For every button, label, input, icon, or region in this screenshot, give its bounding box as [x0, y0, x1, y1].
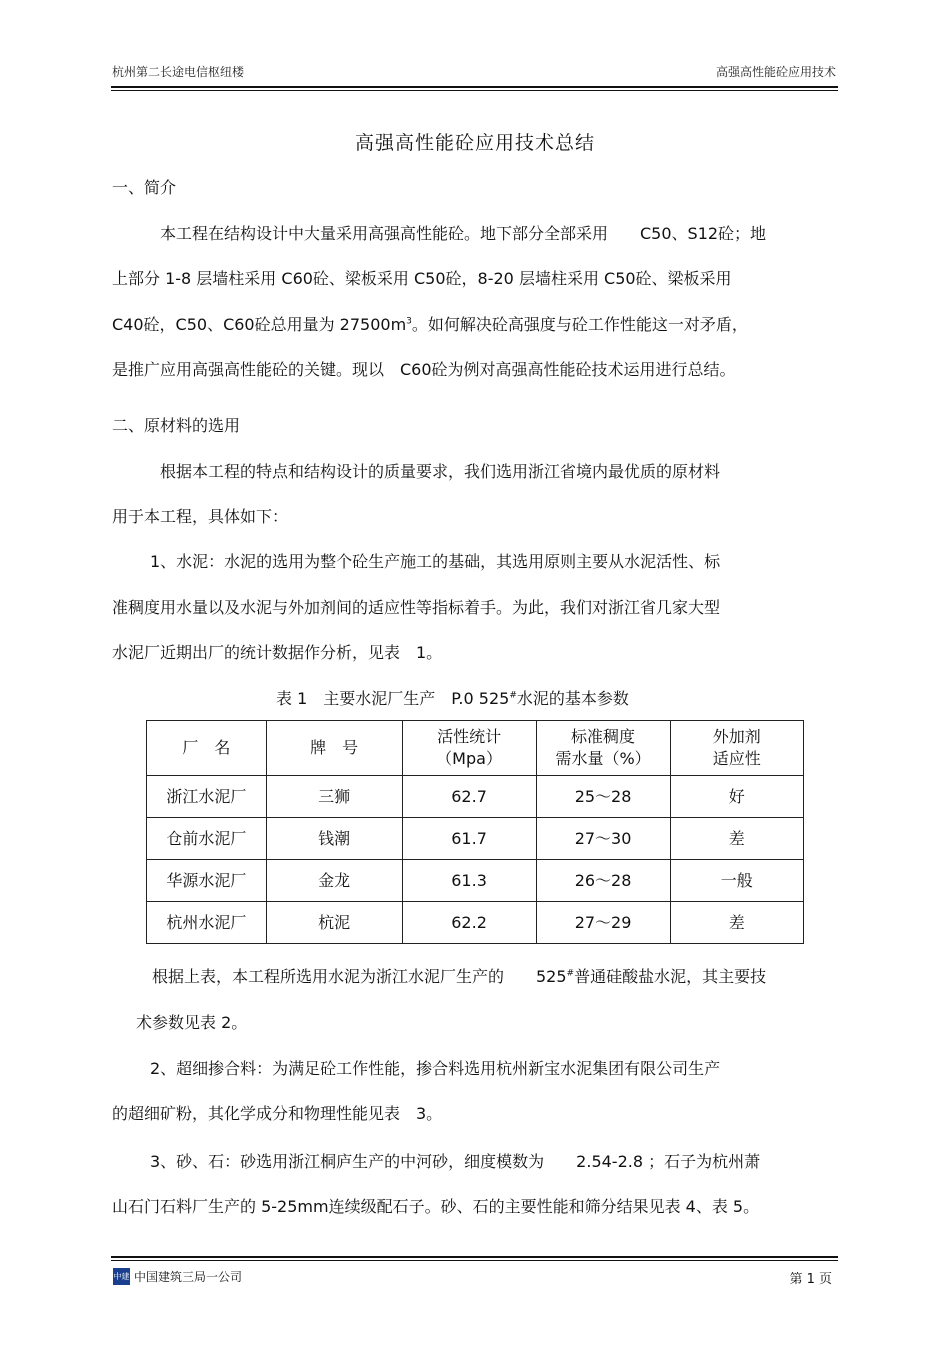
page-number: 第 1 页	[789, 1272, 832, 1287]
paragraph-text: 普通硅酸盐水泥，其主要技	[574, 967, 767, 986]
column-header-admixture: 外加剂 适应性	[670, 721, 804, 776]
table-cell: 27～29	[536, 902, 670, 944]
paragraph-line: 是推广应用高强高性能砼的关键。现以 C60砼为例对高强高性能砼技术运用进行总结。	[112, 360, 736, 379]
paragraph-line-selection	[152, 966, 766, 988]
superscript: #	[509, 690, 517, 701]
table-row	[147, 860, 804, 902]
table-cell: 杭州水泥厂	[147, 902, 267, 944]
table-cell: 钱潮	[266, 818, 402, 860]
table-cell: 61.3	[402, 860, 536, 902]
paragraph-line: 1、水泥：水泥的选用为整个砼生产施工的基础，其选用原则主要从水泥活性、标	[150, 552, 721, 571]
table-cell: 三狮	[266, 776, 402, 818]
superscript: 3	[406, 316, 412, 327]
table-cell: 差	[670, 902, 804, 944]
table-cell: 金龙	[266, 860, 402, 902]
page-title: 高强高性能砼应用技术总结	[354, 132, 595, 154]
table-caption	[276, 688, 629, 710]
paragraph-line-volume	[112, 314, 748, 336]
header-document-name: 杭州第二长途电信枢纽楼	[112, 65, 245, 79]
footer-company: 中国建筑三局一公司	[134, 1270, 243, 1284]
table-cell: 华源水泥厂	[147, 860, 267, 902]
column-header-brand: 牌 号	[266, 721, 402, 776]
paragraph-text: C40砼，C50、C60砼总用量为 27500m	[112, 315, 407, 334]
caption-text: 表 1 主要水泥厂生产 P.0 525	[276, 689, 510, 708]
paragraph-line: 水泥厂近期出厂的统计数据作分析，见表 1。	[112, 643, 443, 662]
table-cell: 61.7	[402, 818, 536, 860]
header-topic: 高强高性能砼应用技术	[715, 65, 836, 79]
table-cell: 一般	[670, 860, 804, 902]
company-logo-icon: 中建	[113, 1268, 130, 1285]
footer-rule	[111, 1256, 838, 1258]
footer-rule-thin	[111, 1260, 838, 1261]
table-cell: 好	[670, 776, 804, 818]
cement-parameters-table	[146, 720, 804, 944]
column-header-activity: 活性统计 （Mpa）	[402, 721, 536, 776]
superscript: #	[566, 968, 575, 979]
table-header-row	[147, 721, 804, 776]
table-row	[147, 818, 804, 860]
paragraph-line: 的超细矿粉，其化学成分和物理性能见表 3。	[112, 1104, 443, 1123]
table-row	[147, 902, 804, 944]
paragraph-line: 2、超细掺合料：为满足砼工作性能，掺合料选用杭州新宝水泥集团有限公司生产	[150, 1059, 721, 1078]
caption-text: 水泥的基本参数	[516, 689, 629, 708]
table-cell: 26～28	[536, 860, 670, 902]
table-cell: 仓前水泥厂	[147, 818, 267, 860]
paragraph-line: 上部分 1-8 层墙柱采用 C60砼、梁板采用 C50砼，8-20 层墙柱采用 C50砼、梁板采用	[112, 269, 732, 288]
table-cell: 27～30	[536, 818, 670, 860]
header-rule-thin	[111, 90, 838, 91]
paragraph-line: 本工程在结构设计中大量采用高强高性能砼。地下部分全部采用 C50、S12砼；地	[160, 224, 767, 243]
paragraph-line: 山石门石料厂生产的 5-25mm连续级配石子。砂、石的主要性能和筛分结果见表 4、表 5。	[112, 1197, 760, 1216]
paragraph-text: 。如何解决砼高强度与砼工作性能这一对矛盾，	[411, 315, 748, 334]
table-cell: 杭泥	[266, 902, 402, 944]
column-header-factory: 厂 名	[147, 721, 267, 776]
section-heading-materials: 二、原材料的选用	[112, 416, 241, 435]
table-cell: 差	[670, 818, 804, 860]
paragraph-line: 用于本工程，具体如下：	[112, 507, 289, 526]
table-cell: 62.2	[402, 902, 536, 944]
paragraph-text: 根据上表，本工程所选用水泥为浙江水泥厂生产的 525	[152, 967, 567, 986]
paragraph-line: 根据本工程的特点和结构设计的质量要求，我们选用浙江省境内最优质的原材料	[160, 462, 721, 481]
section-heading-intro: 一、简介	[112, 178, 177, 197]
table-cell: 浙江水泥厂	[147, 776, 267, 818]
paragraph-line: 术参数见表 2。	[136, 1013, 248, 1032]
column-header-water-demand: 标准稠度 需水量（%）	[536, 721, 670, 776]
table-cell: 25～28	[536, 776, 670, 818]
paragraph-line: 准稠度用水量以及水泥与外加剂间的适应性等指标着手。为此，我们对浙江省几家大型	[112, 598, 721, 617]
table-row	[147, 776, 804, 818]
table-cell: 62.7	[402, 776, 536, 818]
paragraph-line: 3、砂、石：砂选用浙江桐庐生产的中河砂，细度模数为 2.54-2.8 ；石子为杭州萧	[150, 1152, 761, 1171]
header-rule	[111, 86, 838, 88]
